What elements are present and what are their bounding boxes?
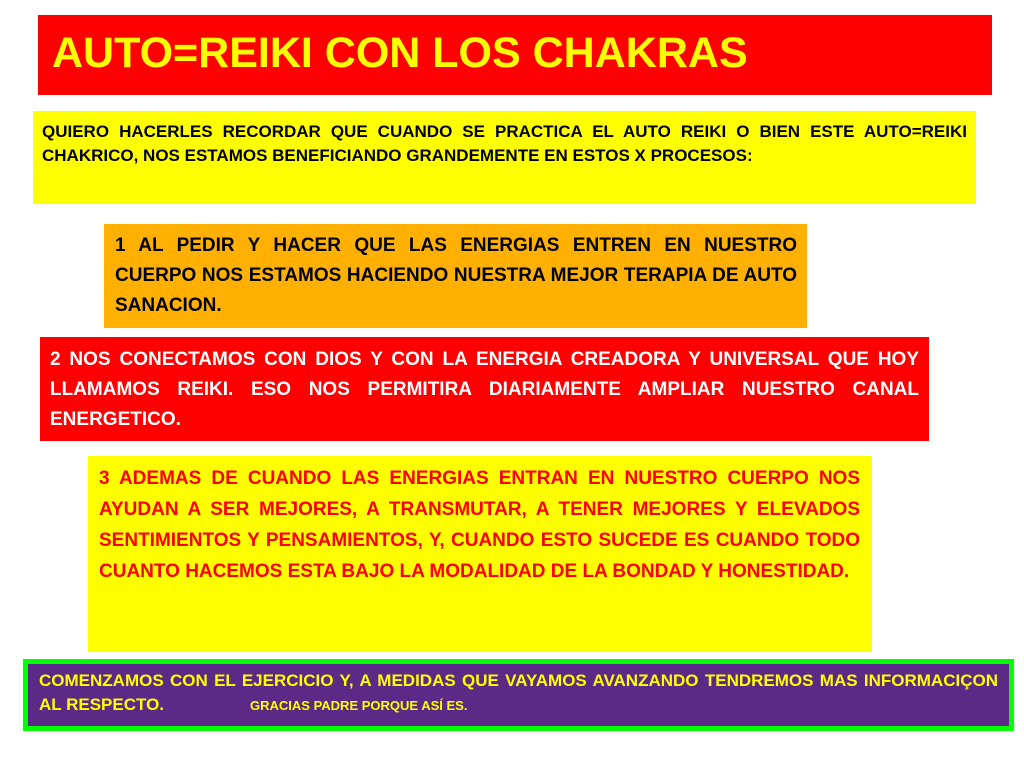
point-3-text: 3 ADEMAS DE CUANDO LAS ENERGIAS ENTRAN EN NUESTRO CUERPO NOS AYUDAN A SER MEJORES, A TRANSMUTAR, A TENER MEJORES Y ELEVADOS SENTIMIENTOS Y PENSAMIENTOS, Y, CUANDO ESTO SUCEDE ES CUANDO TODO CUANTO HACEMOS ESTA BAJO LA MODALIDAD DE LA BONDAD Y HONESTIDAD. <box>99 468 860 582</box>
point-3-box <box>88 456 872 652</box>
closing-box <box>23 659 1014 731</box>
point-1-text: 1 AL PEDIR Y HACER QUE LAS ENERGIAS ENTREN EN NUESTRO CUERPO NOS ESTAMOS HACIENDO NUESTRA MEJOR TERAPIA DE AUTO SANACION. <box>115 235 797 316</box>
title-banner <box>38 15 992 95</box>
point-1-box <box>104 224 807 328</box>
thanks-text: GRACIAS PADRE PORQUE ASÍ ES. <box>250 698 468 713</box>
page-title: AUTO=REIKI CON LOS CHAKRAS <box>52 29 748 77</box>
closing-text: COMENZAMOS CON EL EJERCICIO Y, A MEDIDAS QUE VAYAMOS AVANZANDO TENDREMOS MAS INFORMACIÇON AL RESPECTO. <box>39 671 998 714</box>
point-2-box <box>40 337 929 441</box>
intro-text-box <box>33 111 976 204</box>
intro-text: QUIERO HACERLES RECORDAR QUE CUANDO SE PRACTICA EL AUTO REIKI O BIEN ESTE AUTO=REIKI CHAKRICO, NOS ESTAMOS BENEFICIANDO GRANDEMENTE EN ESTOS X PROCESOS: <box>42 122 967 165</box>
point-2-text: 2 NOS CONECTAMOS CON DIOS Y CON LA ENERGIA CREADORA Y UNIVERSAL QUE HOY LLAMAMOS REIKI. ESO NOS PERMITIRA DIARIAMENTE AMPLIAR NUESTRO CANAL ENERGETICO. <box>50 349 919 430</box>
